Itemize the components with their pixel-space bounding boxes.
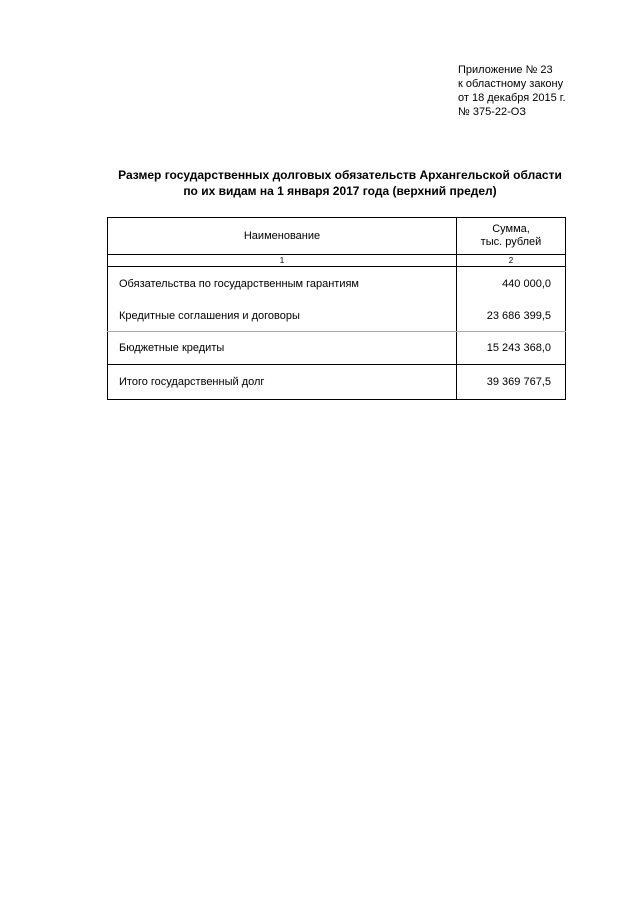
header-sum	[457, 218, 566, 255]
appendix-line: № 375-22-ОЗ	[458, 106, 526, 118]
appendix-reference	[458, 63, 566, 119]
row-name: Обязательства по государственным гарантиям	[108, 267, 457, 302]
header-sum-line-2: тыс. рублей	[480, 236, 542, 248]
row-value: 440 000,0	[457, 267, 566, 302]
table-row	[108, 267, 566, 302]
title-line-2: по их видам на 1 января 2017 года (верхний предел)	[183, 184, 497, 198]
column-number: 1	[108, 255, 457, 267]
row-value: 15 243 368,0	[457, 332, 566, 365]
table-row	[108, 301, 566, 332]
row-value: 23 686 399,5	[457, 301, 566, 332]
debt-table	[107, 217, 566, 400]
total-name: Итого государственный долг	[108, 365, 457, 400]
header-sum-line-1: Сумма,	[492, 223, 530, 235]
appendix-line: Приложение № 23	[458, 64, 553, 76]
column-number: 2	[457, 255, 566, 267]
header-name: Наименование	[108, 218, 457, 255]
column-number-row	[108, 255, 566, 267]
total-value: 39 369 767,5	[457, 365, 566, 400]
total-row	[108, 365, 566, 400]
appendix-line: к областному закону	[458, 78, 564, 90]
table-header-row	[108, 218, 566, 255]
row-name: Бюджетные кредиты	[108, 332, 457, 365]
appendix-line: от 18 декабря 2015 г.	[458, 92, 566, 104]
title-line-1: Размер государственных долговых обязательств Архангельской области	[118, 168, 562, 182]
row-name: Кредитные соглашения и договоры	[108, 301, 457, 332]
document-title	[60, 167, 620, 199]
table-row	[108, 332, 566, 365]
